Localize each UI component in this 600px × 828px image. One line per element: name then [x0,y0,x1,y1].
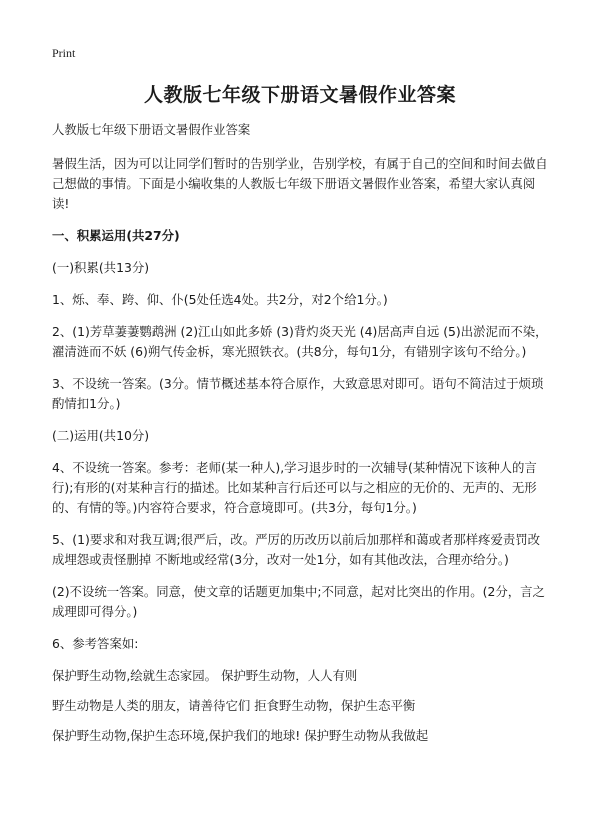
answer-paragraph: 1、烁、奉、跨、仰、仆(5处任选4处。共2分，对2个给1分。) [52,292,388,307]
section-heading: 一、积累运用(共27分) [52,228,180,243]
answer-paragraph: 4、不设统一答案。参考：老师(某一种人),学习退步时的一次辅导(某种情况下该种人的言行);有形的(对某种言行的描述。比如某种言行后还可以与之相应的无价的、无声的、无形的、有情的等。)内容符合要求，符合意境即可。(共3分，每句1分。) [52,460,537,515]
print-link[interactable]: Print [52,46,76,60]
answer-paragraph: 3、不设统一答案。(3分。情节概述基本符合原作，大致意思对即可。语句不简洁过于烦琐酌情扣1分。) [52,376,544,411]
answer-paragraph: 5、(1)要求和对我互调;很严后，改。严厉的历改历以前后加那样和蔼或者那样疼爱责罚改成埋怨或责怪删掉 不断地或经常(3分，改对一处1分，如有其他改法，合理亦给分。) [52,532,541,567]
slogan-line: 野生动物是人类的朋友，请善待它们 拒食野生动物，保护生态平衡 [52,698,416,713]
intro-paragraph: 暑假生活，因为可以让同学们暂时的告别学业，告别学校，有属于自己的空间和时间去做自己想做的事情。下面是小编收集的人教版七年级下册语文暑假作业答案，希望大家认真阅读! [52,156,548,211]
answer-paragraph: 6、参考答案如: [52,636,139,651]
document-body [52,120,552,756]
answer-paragraph: 2、(1)芳草萋萋鹦鹉洲 (2)江山如此多娇 (3)背灼炎天光 (4)居高声自远 (5)出淤泥而不染，濯清涟而不妖 (6)朔气传金柝，寒光照铁衣。(共8分，每句1分，有错别字该句不给分。) [52,324,548,359]
slogan-line: 保护野生动物,保护生态环境,保护我们的地球! 保护野生动物从我做起 [52,728,429,743]
part-heading: (一)积累(共13分) [52,260,150,275]
page-title: 人教版七年级下册语文暑假作业答案 [143,84,456,106]
slogan-line: 保护野生动物,绘就生态家园。 保护野生动物，人人有则 [52,668,358,683]
part-heading: (二)运用(共10分) [52,428,150,443]
answer-paragraph: (2)不设统一答案。同意，使文章的话题更加集中;不同意，起对比突出的作用。(2分，言之成理即可得分。) [52,584,545,619]
document-subtitle: 人教版七年级下册语文暑假作业答案 [52,122,251,137]
